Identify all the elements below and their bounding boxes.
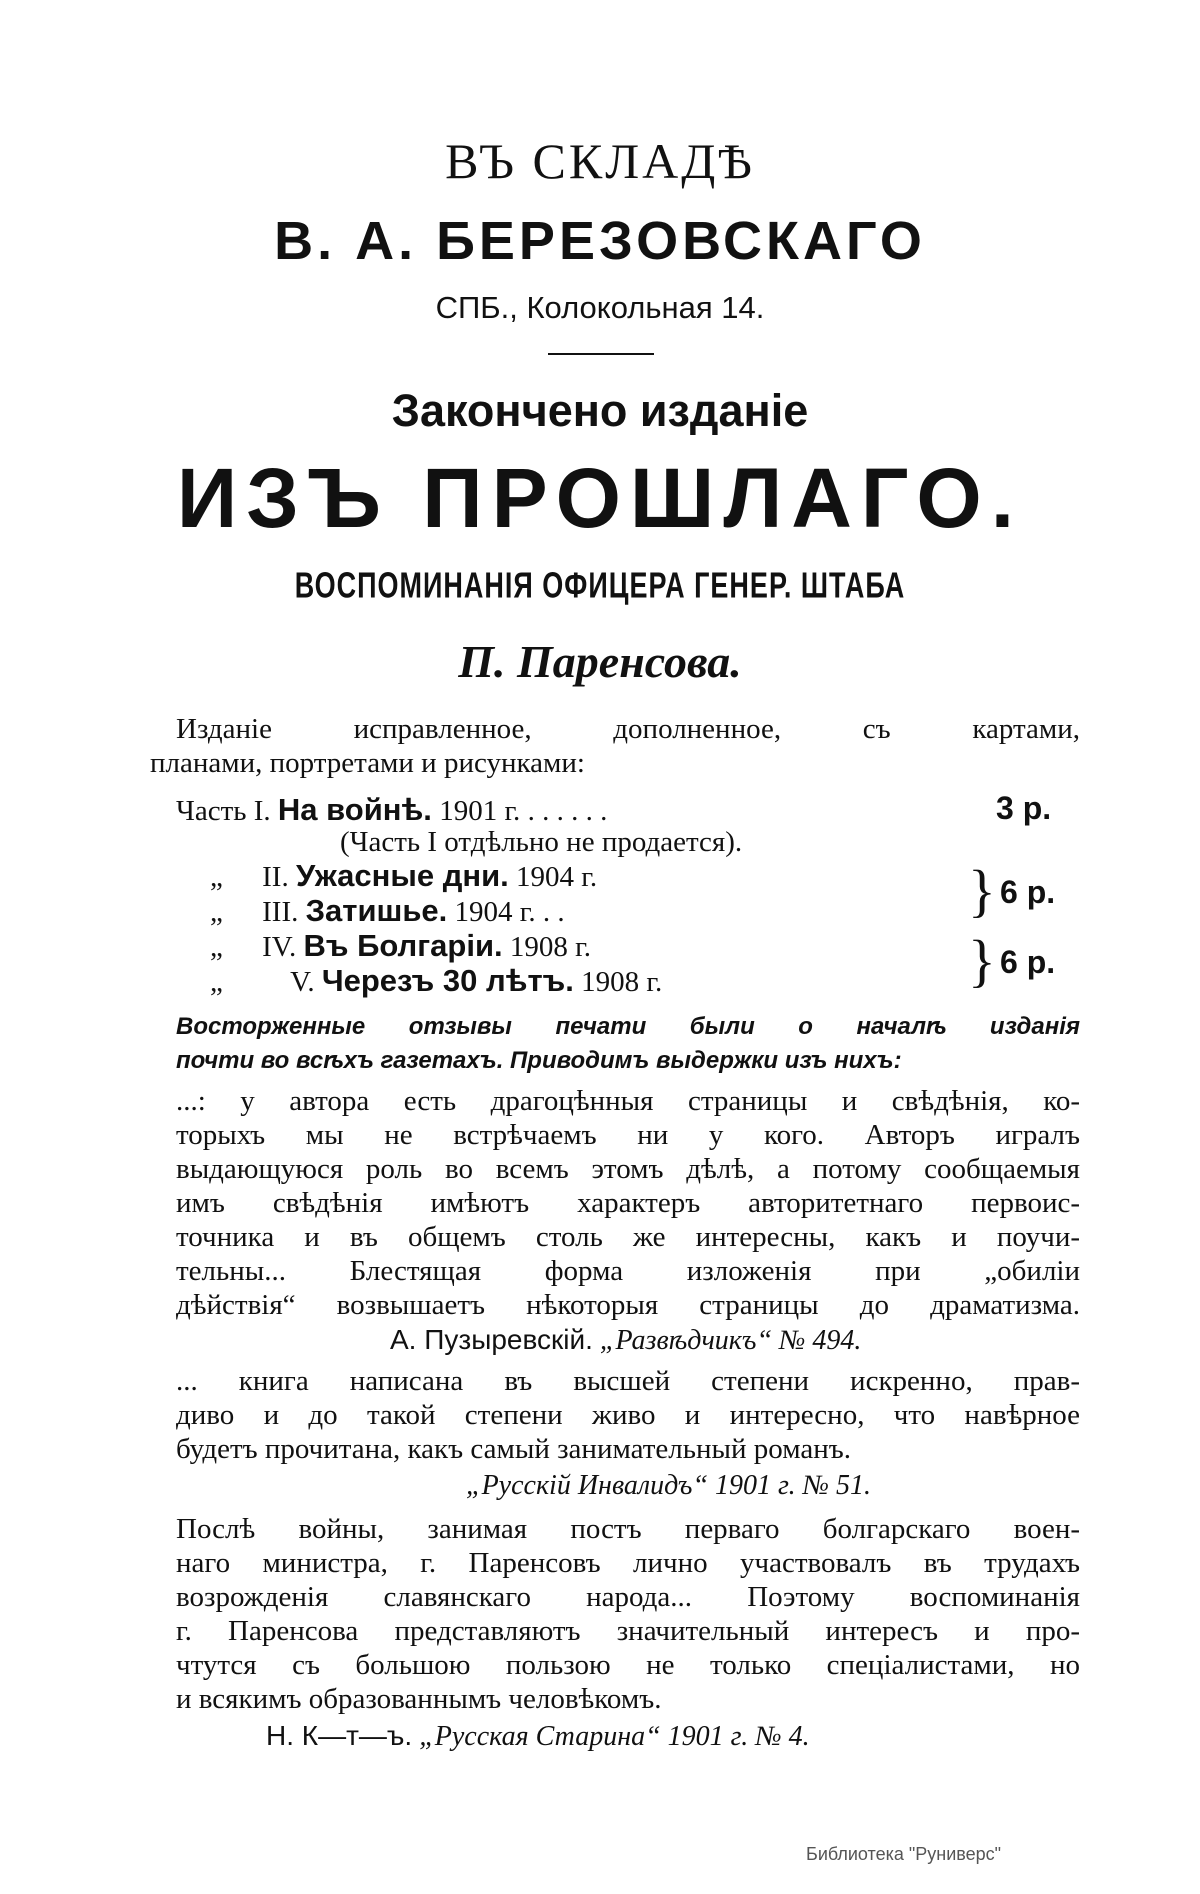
part-row-5	[210, 963, 662, 999]
book-author: П. Паренсова.	[458, 636, 742, 687]
review-2-line: ... книга написана въ высшей степени искренно, прав-	[176, 1365, 1080, 1397]
part-year: 1908 г.	[581, 966, 663, 998]
part-number: V.	[290, 966, 315, 998]
review-source: „Русская Старина“ 1901 г. № 4.	[419, 1721, 810, 1752]
part-prefix: „	[210, 861, 223, 893]
part-year: 1904 г. . .	[454, 896, 565, 928]
review-2-line: будетъ прочитана, какъ самый занимательный романъ.	[176, 1433, 851, 1465]
review-1-line: торыхъ мы не встрѣчаемъ ни у кого. Авторъ игралъ	[176, 1119, 1080, 1151]
review-3-line: г. Паренсова представляютъ значительный интересъ и про-	[176, 1615, 1080, 1647]
part-prefix: Часть	[176, 795, 247, 827]
part-number: I.	[253, 795, 271, 827]
price-part-1	[996, 790, 1051, 827]
review-author: А. Пузыревскій.	[390, 1324, 593, 1355]
part-title: Ужасные дни.	[295, 858, 509, 893]
library-watermark: Библиотека "Руниверс"	[806, 1844, 1002, 1864]
price-value: 6 р.	[1000, 874, 1056, 910]
reviews-intro-line-1: Восторженные отзывы печати были о началѣ изданія	[176, 1013, 1080, 1040]
review-1-line: дѣйствія“ возвышаетъ нѣкоторыя страницы до драматизма.	[176, 1289, 1080, 1321]
price-value: 3 р.	[996, 790, 1052, 826]
part-year: 1908 г.	[509, 931, 591, 963]
brace-icon: }	[968, 928, 996, 993]
part-title: Черезъ 30 лѣтъ.	[321, 963, 574, 998]
review-2-line: диво и до такой степени живо и интересно, что навѣрное	[176, 1399, 1080, 1431]
review-3-line: чтутся съ большою пользою не только спеціалистами, но	[176, 1649, 1080, 1681]
review-1-line: ...: у автора есть драгоцѣнныя страницы и свѣдѣнія, ко-	[176, 1085, 1080, 1117]
review-source: „Развѣдчикъ“ № 494.	[599, 1325, 862, 1356]
edition-line-1: Изданіе исправленное, дополненное, съ картами,	[176, 713, 1080, 745]
price-parts-2-3	[1000, 874, 1055, 911]
store-owner-heading: В. А. БЕРЕЗОВСКАГО	[274, 211, 926, 271]
part-title: На войнѣ.	[277, 792, 432, 827]
review-1-line: выдающуюся роль во всемъ этомъ дѣлѣ, а потому сообщаемыя	[176, 1153, 1080, 1185]
part-year: 1904 г.	[516, 861, 598, 893]
review-source: „Русскій Инвалидъ“ 1901 г. № 51.	[466, 1470, 871, 1501]
review-3-line: и всякимъ образованнымъ человѣкомъ.	[176, 1683, 662, 1715]
review-1-signature	[390, 1324, 861, 1357]
reviews-intro-line-2: почти во всѣхъ газетахъ. Приводимъ выдержки изъ нихъ:	[176, 1047, 902, 1074]
part-row-1	[176, 792, 607, 828]
part-prefix: „	[210, 966, 223, 998]
store-address: СПБ., Колокольная 14.	[435, 290, 765, 325]
part-year: 1901 г.	[439, 795, 521, 827]
review-3-line: Послѣ войны, занимая постъ перваго болгарскаго воен-	[176, 1513, 1080, 1545]
price-parts-4-5	[1000, 944, 1055, 981]
part-number: II.	[262, 861, 289, 893]
part-row-4	[210, 928, 591, 964]
review-3-signature	[266, 1720, 810, 1753]
review-1-line: тельны... Блестящая форма изложенія при „обиліи	[176, 1255, 1080, 1287]
review-3-line: возрожденія славянскаго народа... Поэтому воспоминанія	[176, 1581, 1080, 1613]
price-value: 6 р.	[1000, 944, 1056, 980]
part-dots: . . . . . .	[527, 795, 608, 827]
book-subtitle: ВОСПОМИНАНІЯ ОФИЦЕРА ГЕНЕР. ШТАБА	[294, 565, 906, 606]
divider-rule	[548, 353, 654, 355]
part-row-3	[210, 893, 565, 929]
part-row-2	[210, 858, 597, 894]
review-3-line: наго министра, г. Паренсовъ лично участвовалъ въ трудахъ	[176, 1547, 1080, 1579]
review-1-line: имъ свѣдѣнія имѣютъ характеръ авторитетнаго первоис-	[176, 1187, 1080, 1219]
part-prefix: „	[210, 931, 223, 963]
part-prefix: „	[210, 896, 223, 928]
store-heading: ВЪ СКЛАДѢ	[445, 133, 755, 189]
brace-icon: }	[968, 858, 996, 923]
edition-line-2: планами, портретами и рисунками:	[150, 747, 585, 779]
part-title: Затишье.	[305, 893, 448, 928]
review-author: Н. К—т—ъ.	[266, 1720, 413, 1751]
part-number: IV.	[262, 931, 297, 963]
part-number: III.	[262, 896, 299, 928]
announcement-heading: Закончено изданіе	[391, 385, 809, 436]
part-title: Въ Болгаріи.	[303, 928, 503, 963]
review-1-line: точника и въ общемъ столь же интересны, какъ и поучи-	[176, 1221, 1080, 1253]
part1-note: (Часть I отдѣльно не продается).	[340, 826, 743, 858]
book-title: ИЗЪ ПРОШЛАГО.	[176, 451, 1024, 545]
review-2-signature	[466, 1470, 871, 1502]
